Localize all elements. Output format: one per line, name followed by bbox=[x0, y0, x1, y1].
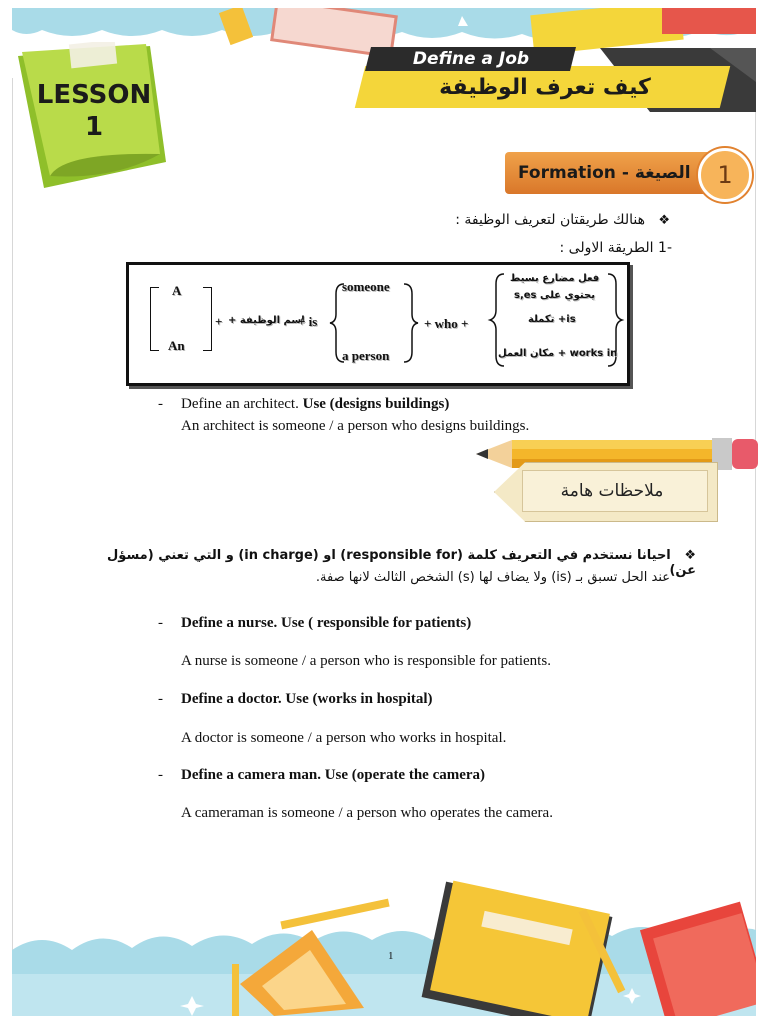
exercise-3-prompt: Define a camera man. Use (operate the camera) bbox=[181, 767, 486, 783]
section-number: 1 bbox=[717, 161, 733, 189]
formula-a-person: a person bbox=[342, 348, 390, 363]
formula-is: + is bbox=[298, 314, 318, 329]
example-1-prompt: Define an architect. Use (designs buildings) bbox=[181, 396, 450, 412]
exercise-1-answer: A nurse is someone / a person who is responsible for patients. bbox=[181, 653, 551, 669]
formula-article-a: A bbox=[172, 283, 182, 298]
example-1-answer: An architect is someone / a person who designs buildings. bbox=[181, 418, 530, 434]
list-dash: - bbox=[158, 396, 163, 412]
exercise-1-prompt: Define a nurse. Use ( responsible for patients) bbox=[181, 615, 472, 631]
list-dash: - bbox=[158, 615, 163, 631]
lesson-number: 1 bbox=[84, 112, 104, 142]
list-dash: - bbox=[158, 691, 163, 707]
section-heading: Formation - الصيغة bbox=[518, 163, 691, 183]
exercise-2-prompt: Define a doctor. Use (works in hospital) bbox=[181, 691, 433, 707]
footer-decoration bbox=[12, 880, 756, 1016]
list-dash: - bbox=[158, 767, 163, 783]
exercise-2-answer: A doctor is someone / a person who works in hospital. bbox=[181, 730, 507, 746]
page-number: 1 bbox=[388, 950, 394, 962]
formula-verb-line-1: فعل مضارع بسيط bbox=[510, 273, 600, 284]
lesson-label: LESSON bbox=[36, 80, 152, 110]
intro-line-2: -1 الطريقة الاولى : bbox=[559, 240, 672, 256]
formula-works-line: works in + مكان العمل bbox=[498, 348, 618, 359]
notes-banner-title: ملاحظات هامة bbox=[560, 481, 664, 501]
formula-plus: + bbox=[215, 314, 223, 329]
formula-article-an: An bbox=[168, 338, 185, 353]
page-title-english: Define a Job bbox=[412, 49, 530, 69]
formula-who: + who + bbox=[424, 316, 469, 331]
page-title-arabic: كيف تعرف الوظيفة bbox=[439, 75, 651, 100]
bullet-diamond-icon: ❖ bbox=[658, 213, 670, 228]
formula-is-line: is+ تكملة bbox=[528, 314, 576, 325]
formula-verb-line-2: يحتوي على s,es bbox=[514, 290, 595, 301]
intro-line-1: ❖ هنالك طريقتان لتعريف الوظيفة : bbox=[455, 212, 670, 228]
formula-someone: someone bbox=[342, 279, 390, 294]
formula-job-name: اسم الوظيفة + bbox=[228, 315, 305, 326]
exercise-3-answer: A cameraman is someone / a person who operates the camera. bbox=[181, 805, 553, 821]
bracket-right-icon bbox=[203, 287, 212, 351]
bracket-left-icon bbox=[150, 287, 159, 351]
note-line-2: عند الحل تسبق بـ (is) ولا يضاف لها (s) الشخص الثالث لانها صفة. bbox=[315, 570, 670, 585]
note-line-1: ❖ احيانا نستخدم في التعريف كلمة (responsible for) او (in charge) و التي تعني (مسؤل عن) bbox=[107, 548, 696, 578]
bullet-diamond-icon: ❖ bbox=[684, 548, 696, 563]
